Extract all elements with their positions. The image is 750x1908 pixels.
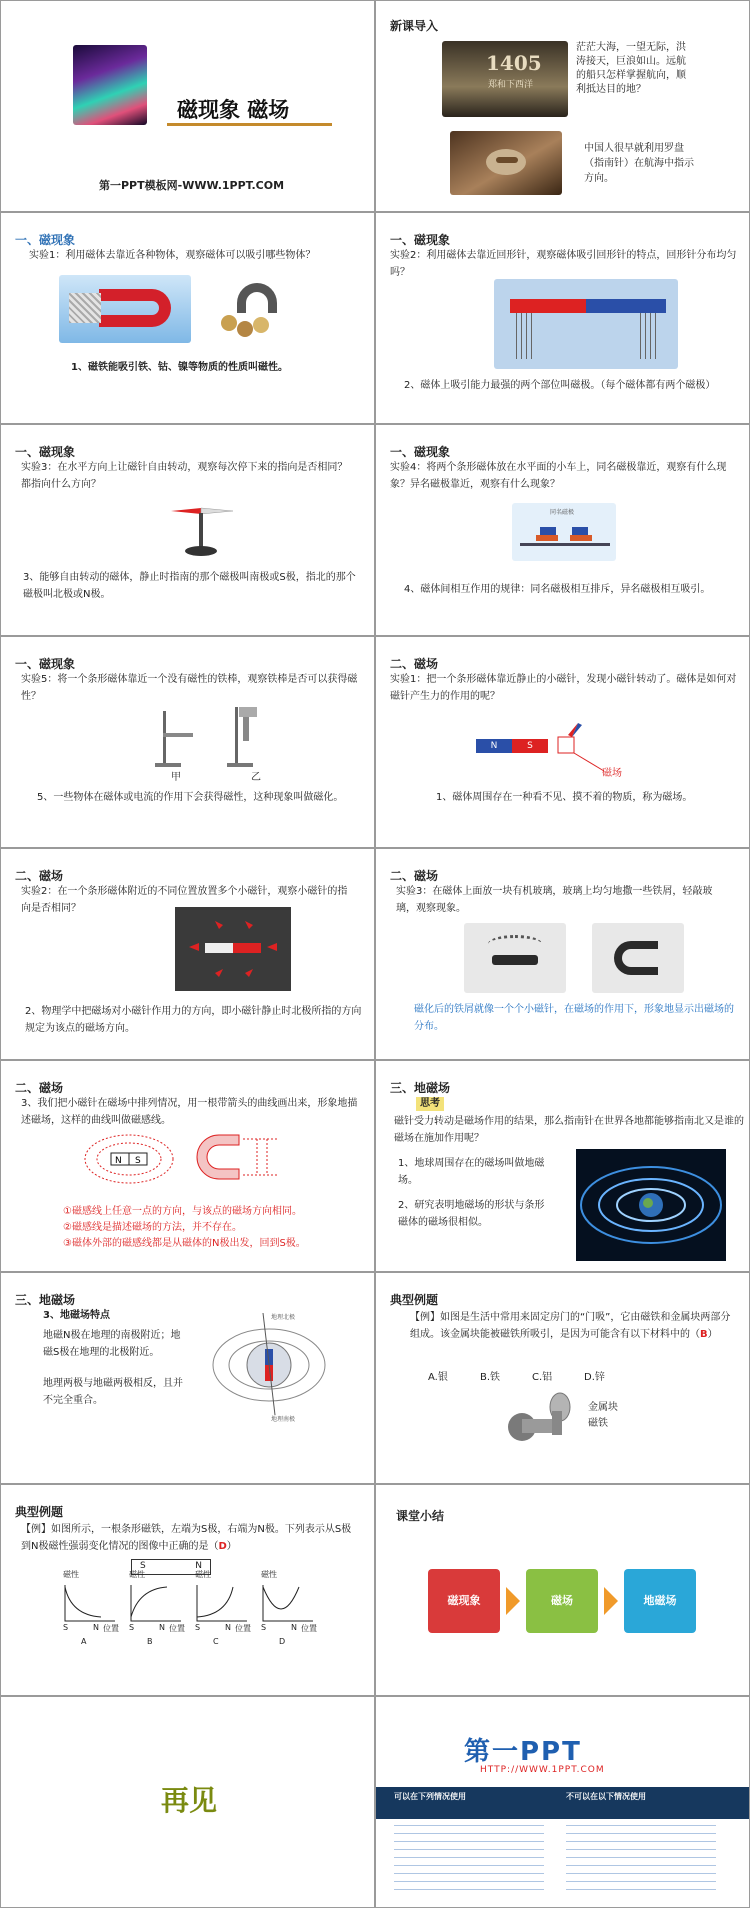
feature-text-1: 地磁N极在地理的南极附近；地磁S极在地理的北极附近。 (43, 1330, 181, 1358)
option-b: B.铁 (480, 1372, 501, 1383)
door-stopper-image (504, 1389, 584, 1445)
graph-option-label: A (81, 1637, 87, 1646)
slide-summary (375, 1484, 750, 1696)
note-3: ③磁体外部的磁感线都是从磁体的N极出发，回到S极。 (63, 1238, 306, 1249)
forbidden-title: 不可以在以下情况使用 (566, 1792, 646, 1801)
answer-text: B (700, 1329, 708, 1340)
slide-heading: 典型例题 (15, 1505, 64, 1519)
label-magnet: 磁铁 (588, 1418, 608, 1429)
experiment-text: 实验3：在水平方向上让磁针自由转动，观察每次停下来的指向是否相同？都指向什么方向？ (21, 462, 348, 490)
svg-text:N: N (115, 1156, 122, 1166)
cart-magnets-image (512, 503, 616, 561)
graph-n-label: N (93, 1623, 99, 1632)
slide-example-1 (375, 1272, 750, 1484)
graph-n-label: N (291, 1623, 297, 1632)
intro-paragraph-2: 中国人很早就利用罗盘（指南针）在航海中指示方向。 (584, 143, 694, 184)
experiment-text: 实验4：将两个条形磁体放在水平面的小车上，同名磁极靠近，观察有什么现象？异名磁极靠近，观察有什么现象？ (390, 462, 727, 490)
slide-heading: 二、磁场 (390, 869, 439, 883)
ad-band (376, 1787, 750, 1819)
field-lines-horseshoe-image (187, 1127, 291, 1187)
graph-curve (65, 1587, 101, 1617)
label-geo-south: 地理南极 (271, 1416, 296, 1423)
graph-x-label: 位置 (169, 1624, 185, 1633)
field-label: 磁场 (602, 768, 622, 779)
poster-title: 1405 (486, 51, 542, 75)
graph-axes (131, 1585, 181, 1621)
field-lines-bar-image (81, 1131, 177, 1187)
slide-heading: 新课导入 (390, 19, 439, 33)
option-a: A.银 (428, 1372, 448, 1383)
question-text (21, 1521, 361, 1555)
bar-s-label: S (140, 1561, 146, 1571)
graph-option-label: C (213, 1637, 219, 1646)
graph-axes (263, 1585, 313, 1621)
slide-field-3 (375, 848, 750, 1060)
slide-intro (375, 0, 750, 212)
iron-filings-horseshoe-image (592, 923, 684, 993)
slide-goodbye (0, 1696, 375, 1908)
question-text: 磁针受力转动是磁场作用的结果，那么指南针在世界各地都能够指南北又是谁的磁场在施加作用呢？ (394, 1116, 744, 1144)
graph-option-label: B (147, 1637, 153, 1646)
conclusion-text: 5、一些物体在磁体或电流的作用下会获得磁性，这种现象叫做磁化。 (37, 792, 344, 803)
slide-magnetism-5 (0, 636, 375, 848)
graph-x-label: 位置 (301, 1624, 317, 1633)
label-geo-north: 地理北极 (271, 1314, 296, 1321)
option-graph-a (61, 1581, 121, 1645)
brand-logo: 第一PPT (464, 1737, 582, 1767)
experiment-text: 实验1：利用磁体去靠近各种物体，观察磁体可以吸引哪些物体？ (29, 250, 316, 261)
slide-heading: 二、磁场 (390, 657, 439, 671)
graph-s-label: S (195, 1623, 201, 1632)
conclusion-2: 2、研究表明地磁场的形状与条形磁体的磁场很相似。 (398, 1200, 545, 1228)
intro-paragraph-1: 茫茫大海，一望无际，洪涛接天，巨浪如山。远航的船只怎样掌握航向，顺利抵达目的地？ (576, 42, 686, 95)
brand-url: HTTP://WWW.1PPT.COM (480, 1765, 605, 1775)
bar-n-label: N (195, 1561, 202, 1571)
conclusion-text: 磁化后的铁屑就像一个个小磁针，在磁场的作用下，形象地显示出磁场的分布。 (414, 1004, 734, 1032)
svg-text:S: S (135, 1156, 141, 1166)
image-caption: 同名磁极 (550, 509, 575, 516)
conclusion-text: 1、磁体周围存在一种看不见、摸不着的物质，称为磁场。 (436, 792, 693, 803)
conclusion-text: 2、磁体上吸引能力最强的两个部位叫磁极。（每个磁体都有两个磁极） (404, 380, 716, 391)
compass-image (450, 131, 562, 195)
graph-y-label: 磁性 (261, 1570, 277, 1579)
graph-y-label: 磁性 (129, 1570, 145, 1579)
question-body: 【例】如图是生活中常用来固定房门的“门吸”，它由磁铁和金属块两部分组成。该金属块能被磁铁所吸引，是因为可能含有以下材料中的（ (410, 1312, 731, 1340)
option-d: D.锌 (584, 1372, 605, 1383)
summary-box-2: 磁场 (526, 1569, 598, 1633)
experiment-text: 实验3：在磁体上面放一块有机玻璃，玻璃上均匀地撒一些铁屑，轻敲玻璃，观察现象。 (396, 886, 713, 914)
experiment-text: 实验5：将一个条形磁体靠近一个没有磁性的铁棒，观察铁棒是否可以获得磁性？ (21, 674, 358, 702)
experiment-text: 实验2：利用磁体去靠近回形针，观察磁体吸引回形针的特点，回形针分布均匀吗？ (390, 250, 737, 278)
slide-earth-field-1 (375, 1060, 750, 1272)
slide-title-text: 磁现象 磁场 (177, 98, 290, 122)
graph-curve (197, 1587, 233, 1617)
poster-subtitle: 郑和下西洋 (488, 80, 534, 90)
graph-s-label: S (261, 1623, 267, 1632)
field-line-text: 3、我们把小磁针在磁场中排列情况，用一根带箭头的曲线画出来，形象地描述磁场，这样的曲线叫做磁感线。 (21, 1098, 358, 1126)
slide-heading: 二、磁场 (15, 1081, 64, 1095)
slide-heading: 一、磁现象 (15, 445, 76, 459)
note-2: ②磁感线是描述磁场的方法，并不存在。 (63, 1222, 242, 1233)
geo-magnetic-diagram (209, 1309, 329, 1419)
option-graph-d (259, 1581, 319, 1645)
goodbye-text: 再见 (161, 1784, 218, 1817)
slide-heading: 典型例题 (390, 1293, 439, 1307)
slide-heading: 一、磁现象 (15, 233, 76, 247)
bar-magnet-n: N (476, 739, 512, 753)
slide-title (0, 0, 375, 212)
label-b: 乙 (251, 772, 261, 783)
link-list-left (394, 1825, 544, 1895)
horseshoe-magnet-image (59, 275, 191, 343)
label-a: 甲 (171, 772, 181, 783)
slide-heading: 课堂小结 (396, 1509, 445, 1523)
earth-field-image (576, 1149, 726, 1261)
question-text (410, 1309, 740, 1343)
title-underline (167, 123, 332, 126)
graph-curve (263, 1587, 299, 1609)
option-graph-b (127, 1581, 187, 1645)
arrow-icon-2 (604, 1587, 618, 1615)
sub-heading: 3、地磁场特点 (43, 1310, 110, 1321)
slide-field-lines (0, 1060, 375, 1272)
conclusion-1: 1、地球周围存在的磁场叫做地磁场。 (398, 1158, 545, 1186)
allowed-title: 可以在下列情况使用 (394, 1792, 466, 1801)
option-graph-c (193, 1581, 253, 1645)
conclusion-text: 3、能够自由转动的磁体，静止时指南的那个磁极叫南极或S极，指北的那个磁极叫北极或N极。 (23, 572, 356, 600)
label-metal: 金属块 (588, 1402, 618, 1413)
graph-x-label: 位置 (235, 1624, 251, 1633)
question-end: ） (226, 1541, 237, 1552)
graph-curve (131, 1587, 167, 1617)
conclusion-text: 4、磁体间相互作用的规律：同名磁极相互排斥，异名磁极相互吸引。 (404, 584, 711, 595)
graph-s-label: S (63, 1623, 69, 1632)
needles-around-magnet-image (175, 907, 291, 991)
iron-filings-bar-image (464, 923, 566, 993)
conclusion-text: 2、物理学中把磁场对小磁针作用力的方向，即小磁针静止时北极所指的方向规定为该点的磁场方向。 (25, 1006, 362, 1034)
graph-x-label: 位置 (103, 1624, 119, 1633)
think-badge: 思考 (416, 1097, 444, 1111)
feature-text-2: 地理两极与地磁两极相反，且并不完全重合。 (43, 1378, 183, 1406)
iron-rod-stands-image (149, 703, 279, 769)
slide-heading: 一、磁现象 (390, 445, 451, 459)
summary-box-3: 地磁场 (624, 1569, 696, 1633)
slide-ad (375, 1696, 750, 1908)
option-c: C.铝 (532, 1372, 553, 1383)
bar-magnet-clips-image (494, 279, 678, 369)
question-end: ） (707, 1329, 718, 1340)
arrow-icon-1 (506, 1587, 520, 1615)
answer-text: D (218, 1541, 227, 1552)
graph-s-label: S (129, 1623, 135, 1632)
slide-heading: 一、磁现象 (15, 657, 76, 671)
graph-option-label: D (279, 1637, 286, 1646)
graph-y-label: 磁性 (63, 1570, 79, 1579)
movie-poster-image (442, 41, 568, 117)
slide-field-2 (0, 848, 375, 1060)
slide-field-1 (375, 636, 750, 848)
bar-magnet-s: S (512, 739, 548, 753)
experiment-text: 实验2：在一个条形磁体附近的不同位置放置多个小磁针，观察小磁针的指向是否相同？ (21, 886, 348, 914)
graph-y-label: 磁性 (195, 1570, 211, 1579)
summary-box-1: 磁现象 (428, 1569, 500, 1633)
coins-magnet-image (215, 279, 287, 343)
question-body: 【例】如图所示，一根条形磁铁，左端为S极，右端为N极。下列表示从S极到N极磁性强弱变化情况的图像中正确的是（ (21, 1524, 352, 1552)
slide-magnetism-4 (375, 424, 750, 636)
link-list-right (566, 1825, 716, 1895)
slide-heading: 三、地磁场 (390, 1081, 451, 1095)
note-1: ①磁感线上任意一点的方向，与该点的磁场方向相同。 (63, 1206, 302, 1217)
slide-earth-field-2 (0, 1272, 375, 1484)
slide-example-2 (0, 1484, 375, 1696)
slide-heading: 二、磁场 (15, 869, 64, 883)
aurora-image (73, 45, 147, 125)
graph-n-label: N (225, 1623, 231, 1632)
slide-heading: 三、地磁场 (15, 1293, 76, 1307)
slide-magnetism-2 (375, 212, 750, 424)
slide-heading: 一、磁现象 (390, 233, 451, 247)
footer-text: 第一PPT模板网-WWW.1PPT.COM (99, 179, 285, 192)
compass-needle-image (167, 491, 237, 561)
graph-n-label: N (159, 1623, 165, 1632)
experiment-text: 实验1：把一个条形磁体靠近静止的小磁针，发现小磁针转动了。磁体是如何对磁针产生力的作用的呢？ (390, 674, 737, 702)
slide-magnetism-1 (0, 212, 375, 424)
conclusion-text: 1、磁铁能吸引铁、钴、镍等物质的性质叫磁性。 (71, 362, 288, 373)
slide-magnetism-3 (0, 424, 375, 636)
